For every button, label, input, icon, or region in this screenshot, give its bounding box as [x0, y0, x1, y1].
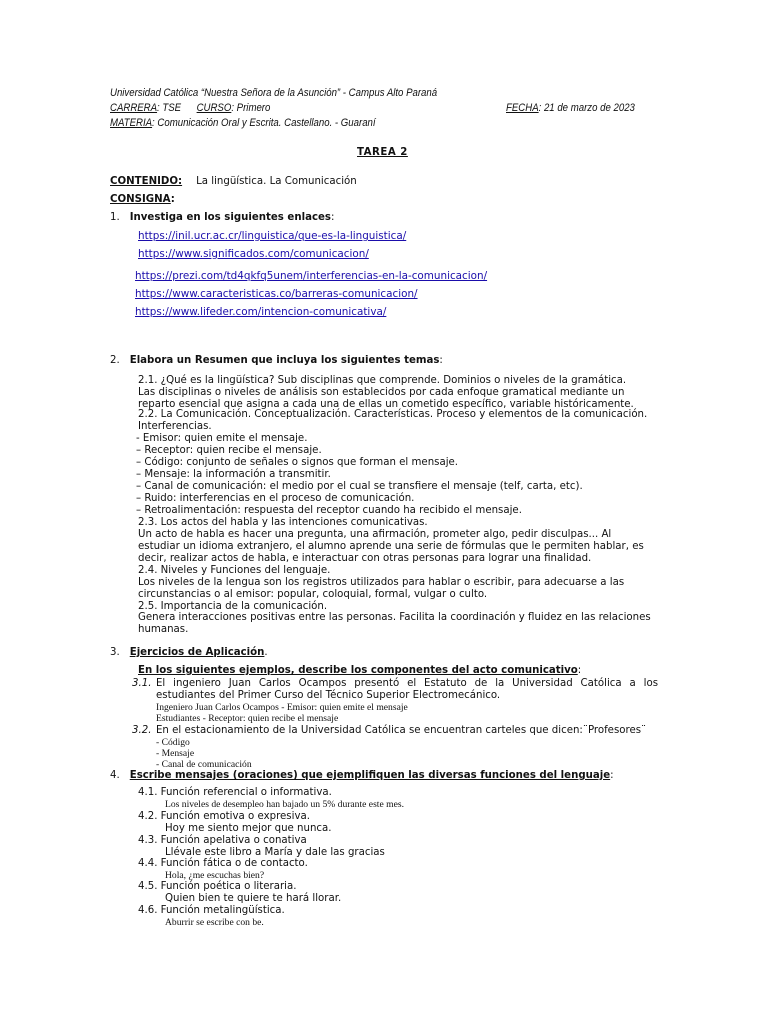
- materia-line: [110, 117, 376, 130]
- contenido-label: CONTENIDO:: [110, 176, 183, 187]
- carrera-curso-line: [110, 102, 270, 115]
- section3-heading: [110, 647, 268, 659]
- carrera-value: : TSE: [157, 102, 182, 114]
- summary-line: - Emisor: quien emite el mensaje.: [136, 433, 308, 444]
- summary-line: Un acto de habla es hacer una pregunta, una afirmación, prometer algo, pedir disculpas... Al: [138, 529, 612, 540]
- curso-value: : Primero: [231, 102, 271, 114]
- materia-label: MATERIA: [110, 117, 153, 129]
- exercise-3-1-answer: Ingeniero Juan Carlos Ocampos - Emisor: quien emite el mensaje: [156, 702, 408, 713]
- consigna-label: CONSIGNA: [110, 194, 171, 205]
- link-linguistica[interactable]: https://inil.ucr.ac.cr/linguistica/que-es-la-linguistica/: [138, 230, 407, 242]
- fecha-value: : 21 de marzo de 2023: [538, 102, 635, 114]
- function-example: Llévale este libro a María y dale las gracias: [165, 847, 385, 858]
- section2-title: Elabora un Resumen que incluya los siguientes temas: [129, 355, 440, 366]
- page-title: TAREA 2: [357, 147, 408, 158]
- function-example: Hoy me siento mejor que nunca.: [165, 823, 332, 834]
- university-name: Universidad Católica “Nuestra Señora de la Asunción” - Campus Alto Paraná: [110, 87, 438, 99]
- function-label: 4.6. Función metalingüística.: [138, 905, 285, 916]
- function-label: 4.4. Función fática o de contacto.: [138, 858, 308, 869]
- section3-subheading: [138, 665, 581, 677]
- section2-heading: [110, 355, 443, 367]
- fecha-label: FECHA: [506, 102, 539, 114]
- section3-number: 3.: [110, 647, 120, 658]
- section4-colon: :: [610, 770, 614, 781]
- section1-heading: [110, 212, 334, 224]
- function-label: 4.3. Función apelativa o conativa: [138, 835, 307, 846]
- summary-line: circunstancias o al emisor: popular, coloquial, formal, vulgar o culto.: [138, 589, 488, 600]
- contenido-text: La lingüística. La Comunicación: [196, 176, 357, 187]
- section4-title: Escribe mensajes (oraciones) que ejemplifiquen las diversas funciones del lenguaje: [129, 770, 611, 781]
- summary-line: – Canal de comunicación: el medio por el cual se transfiere el mensaje (telf, carta, etc).: [136, 481, 583, 492]
- summary-line: – Ruido: interferencias en el proceso de comunicación.: [136, 493, 415, 504]
- function-example: Quien bien te quiere te hará llorar.: [165, 893, 342, 904]
- section2-colon: :: [439, 355, 443, 366]
- section1-number: 1.: [110, 212, 120, 223]
- link-significados[interactable]: https://www.significados.com/comunicacion/: [138, 248, 369, 260]
- summary-line: humanas.: [138, 624, 189, 635]
- summary-line: Interferencias.: [138, 421, 212, 432]
- summary-line: Los niveles de la lengua son los registros utilizados para hablar o escribir, para adecuarse a las: [138, 577, 625, 588]
- section4-heading: [110, 770, 614, 782]
- carrera-label: CARRERA: [110, 102, 158, 114]
- contenido-line: [110, 176, 357, 188]
- summary-line: 2.3. Los actos del habla y las intenciones comunicativas.: [138, 517, 428, 528]
- section3-subheading-text: En los siguientes ejemplos, describe los componentes del acto comunicativo: [138, 665, 578, 676]
- summary-line: Genera interacciones positivas entre las personas. Facilita la coordinación y fluidez en las relaciones: [138, 612, 651, 623]
- exercise-3-1-answer: Estudiantes - Receptor: quien recibe el mensaje: [156, 713, 339, 724]
- summary-line: – Mensaje: la información a transmitir.: [136, 469, 331, 480]
- exercise-3-2-answer: - Canal de comunicación: [156, 759, 252, 770]
- function-example: Hola, ¿me escuchas bien?: [165, 870, 265, 881]
- summary-line: 2.2. La Comunicación. Conceptualización. Características. Proceso y elementos de la comunicación.: [138, 409, 648, 420]
- consigna-heading: [110, 194, 175, 206]
- exercise-3-2-answer: - Código: [156, 737, 190, 748]
- materia-value: : Comunicación Oral y Escrita. Castellano. - Guaraní: [152, 117, 376, 129]
- summary-line: – Código: conjunto de señales o signos que forman el mensaje.: [136, 457, 459, 468]
- exercise-3-1-number: 3.1.: [132, 678, 152, 689]
- exercise-3-1-line2: estudiantes del Primer Curso del Técnico Superior Electromecánico.: [156, 690, 501, 701]
- fecha-line: [506, 102, 635, 115]
- consigna-colon: :: [170, 194, 175, 205]
- summary-line: 2.5. Importancia de la comunicación.: [138, 601, 328, 612]
- link-lifeder[interactable]: https://www.lifeder.com/intencion-comunicativa/: [135, 306, 387, 318]
- section2-number: 2.: [110, 355, 120, 366]
- link-caracteristicas[interactable]: https://www.caracteristicas.co/barreras-comunicacion/: [135, 288, 418, 300]
- section3-sub-colon: :: [577, 665, 582, 676]
- section1-colon: :: [330, 212, 335, 223]
- section3-title: Ejercicios de Aplicación: [129, 647, 265, 658]
- exercise-3-1-line1: El ingeniero Juan Carlos Ocampos presentó el Estatuto de la Universidad Católica a los: [156, 678, 658, 689]
- function-label: 4.1. Función referencial o informativa.: [138, 787, 332, 798]
- link-prezi[interactable]: https://prezi.com/td4qkfq5unem/interferencias-en-la-comunicacion/: [135, 270, 488, 282]
- summary-line: – Receptor: quien recibe el mensaje.: [136, 445, 322, 456]
- summary-line: – Retroalimentación: respuesta del receptor cuando ha recibido el mensaje.: [136, 505, 522, 516]
- function-label: 4.2. Función emotiva o expresiva.: [138, 811, 310, 822]
- function-example: Los niveles de desempleo han bajado un 5% durante este mes.: [165, 799, 404, 810]
- exercise-3-2-answer: - Mensaje: [156, 748, 195, 759]
- summary-line: Las disciplinas o niveles de análisis son establecidos por cada enfoque gramatical mediante un: [138, 387, 625, 398]
- curso-label: CURSO: [196, 102, 232, 114]
- section1-title: Investiga en los siguientes enlaces: [129, 212, 331, 223]
- summary-line: estudiar un idioma extranjero, el alumno aprende una serie de fórmulas que le permiten hablar, es: [138, 541, 644, 552]
- summary-line: 2.1. ¿Qué es la lingüística? Sub disciplinas que comprende. Dominios o niveles de la gramática.: [138, 375, 627, 386]
- section4-number: 4.: [110, 770, 120, 781]
- summary-line: 2.4. Niveles y Funciones del lenguaje.: [138, 565, 331, 576]
- summary-line: decir, realizar actos de habla, e interactuar con otras personas para lograr una finalidad.: [138, 553, 592, 564]
- summary-line: reparto esencial que asigna a cada una de ellas un cometido específico, variable históricamente.: [138, 399, 634, 410]
- exercise-3-2-number: 3.2.: [132, 725, 152, 736]
- function-label: 4.5. Función poética o literaria.: [138, 881, 297, 892]
- function-example: Aburrir se escribe con be.: [165, 917, 264, 928]
- exercise-3-2-line1: En el estacionamiento de la Universidad Católica se encuentran carteles que dicen:¨Profesores¨: [156, 725, 647, 736]
- section3-period: .: [264, 647, 268, 658]
